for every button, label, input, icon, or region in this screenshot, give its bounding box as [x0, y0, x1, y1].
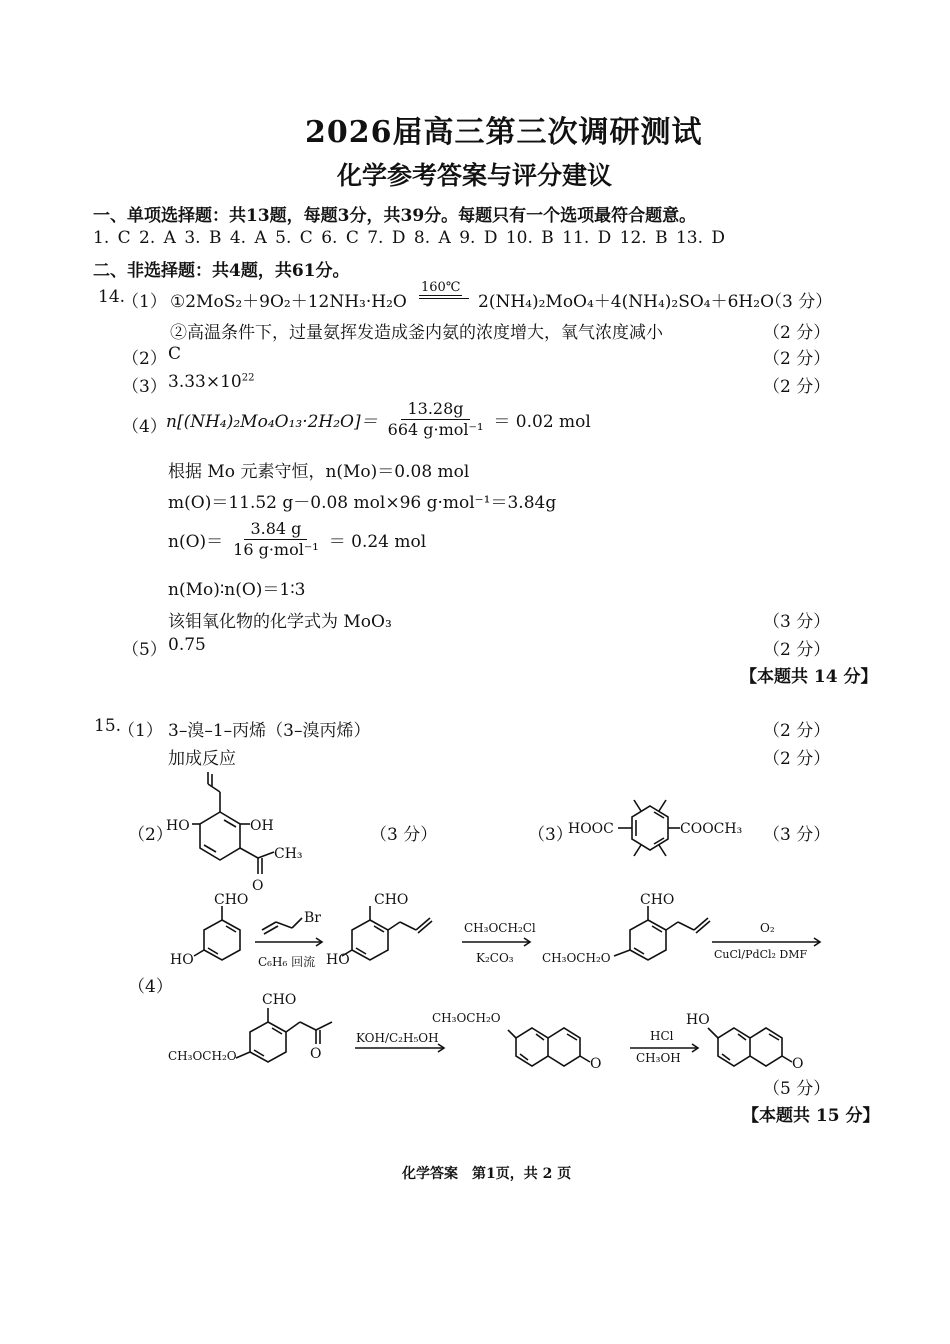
ho-label-3: HO — [686, 1012, 710, 1028]
q14-reaction-condition: 160℃ — [421, 280, 461, 295]
q15-total: 【本题共 15 分】 — [742, 1106, 880, 1126]
ho-label-2: HO — [326, 952, 350, 968]
q14-p5-label: （5） — [122, 640, 167, 660]
q15-4-arrow2 — [462, 938, 530, 946]
q15-3-structure — [618, 800, 680, 856]
o-label-ketone: O — [310, 1046, 322, 1062]
section1-heading: 一、单项选择题：共13题，每题3分，共39分。每题只有一个选项最符合题意。 — [93, 206, 697, 226]
q15-4-arrow4 — [355, 1044, 444, 1052]
q14-p4-score: （3 分） — [763, 612, 831, 632]
q15-2-o-label: O — [252, 878, 264, 894]
cho-label-1: CHO — [214, 892, 249, 908]
q14-p4-line5: n(Mo)∶n(O)＝1∶3 — [168, 580, 306, 600]
page-footer: 化学答案 第1页，共 2 页 — [402, 1166, 572, 1182]
q15-4-product — [708, 1028, 792, 1066]
q15-3-cooch3-label: COOCH₃ — [680, 821, 743, 837]
q15-4-start-material — [194, 906, 240, 960]
ch3och2o-label-1: CH₃OCH₂O — [542, 951, 611, 965]
ch3och2o-label-2: CH₃OCH₂O — [168, 1049, 237, 1063]
page-title: 2026届高三第三次调研测试 — [305, 115, 703, 150]
q14-p5-text: 0.75 — [168, 635, 206, 655]
q15-p2-score: （3 分） — [370, 825, 438, 845]
q14-p3-text: $3.33\times 10^{22}$ — [168, 372, 255, 392]
q15-2-ch3-label: CH₃ — [274, 846, 303, 862]
q15-4-intermediate2 — [614, 906, 710, 960]
q14-p1-score: （3 分） — [765, 292, 833, 312]
q14-p1b-score: （2 分） — [763, 323, 831, 343]
reagent-above-2: CH₃OCH₂Cl — [464, 921, 536, 935]
o-label-2: O — [590, 1056, 602, 1072]
q15-number: 15. — [94, 716, 122, 736]
q14-p4-line3: m(O)＝11.52 g－0.08 mol×96 g·mol⁻¹＝3.84g — [168, 493, 557, 513]
q15-p3-score: （3 分） — [763, 825, 831, 845]
ch3och2o-label-3: CH₃OCH₂O — [432, 1011, 501, 1025]
q14-p4-line2: 根据 Mo 元素守恒，n(Mo)＝0.08 mol — [168, 462, 470, 482]
q15-3-hooc-label: HOOC — [568, 821, 614, 837]
q14-p2-label: （2） — [122, 349, 167, 369]
q14-number: 14. — [98, 287, 126, 307]
page-subtitle: 化学参考答案与评分建议 — [337, 161, 613, 190]
q15-p1b-text: 加成反应 — [168, 749, 236, 769]
q15-2-oh-label: OH — [250, 818, 274, 834]
cho-label-2: CHO — [374, 892, 409, 908]
choice-answers: 1. C 2. A 3. B 4. A 5. C 6. C 7. D 8. A 9. D 10. B 11. D 12. B 13. D — [93, 228, 726, 248]
q15-4-intermediate4 — [508, 1028, 590, 1066]
q14-p2-text: C — [168, 344, 182, 364]
cho-label-3: CHO — [640, 892, 675, 908]
q15-p2-label: （2） — [128, 825, 173, 845]
q15-p1-text: 3–溴–1–丙烯（3–溴丙烯） — [168, 721, 371, 741]
q15-p3-label: （3） — [528, 825, 573, 845]
q14-p3-label: （3） — [122, 377, 167, 397]
q15-p1-label: （1） — [118, 721, 163, 741]
q15-4-arrow3 — [712, 938, 820, 946]
reagent-above-4: KOH/C₂H₅OH — [356, 1031, 439, 1045]
reagent-below-5: CH₃OH — [636, 1051, 681, 1065]
reagent-below-3: CuCl/PdCl₂ DMF — [714, 948, 808, 961]
q14-p1b-text: ②高温条件下，过量氨挥发造成釜内氨的浓度增大，氧气浓度减小 — [170, 323, 663, 343]
q15-2-ho-label: HO — [166, 818, 190, 834]
cho-label-4: CHO — [262, 992, 297, 1008]
q14-p1-eq-right: 2(NH₄)₂MoO₄＋4(NH₄)₂SO₄＋6H₂O — [478, 292, 775, 312]
q15-p4-label: （4） — [128, 977, 173, 997]
ho-label-1: HO — [170, 952, 194, 968]
q15-4-intermediate1 — [342, 906, 432, 960]
o-label-3: O — [792, 1056, 804, 1072]
q14-p3-score: （2 分） — [763, 377, 831, 397]
q14-p4-label: （4） — [122, 417, 167, 437]
q14-total: 【本题共 14 分】 — [740, 667, 878, 687]
q14-p2-score: （2 分） — [763, 349, 831, 369]
q14-p4-line4: n(O)＝ $\frac{3.84 g}{\text{16 g·mol⁻¹}}$ ＝ 0.24 mol — [168, 519, 427, 559]
q15-p1b-score: （2 分） — [763, 749, 831, 769]
section2-heading: 二、非选择题：共4题，共61分。 — [93, 261, 350, 281]
reagent-above-5: HCl — [650, 1029, 674, 1043]
reagent-below-2: K₂CO₃ — [476, 951, 514, 965]
reagent-above-3: O₂ — [760, 921, 775, 935]
q15-p1-score: （2 分） — [763, 721, 831, 741]
q15-p4-score: （5 分） — [763, 1079, 831, 1099]
q14-p1-eq-left: ①2MoS₂＋9O₂＋12NH₃·H₂O — [170, 292, 407, 312]
reagent-below-1: C₆H₆ 回流 — [258, 955, 316, 969]
br-label: Br — [304, 910, 321, 926]
q14-p1-label: （1） — [122, 292, 167, 312]
q14-p5-score: （2 分） — [763, 640, 831, 660]
q14-p4-line1: n[(NH₄)₂Mo₄O₁₃·2H₂O]＝ $\frac{13.28g}{\text{664 g·mol⁻¹}}$ ＝ 0.02 mol — [166, 399, 591, 439]
q14-p4-line6: 该钼氧化物的化学式为 MoO₃ — [168, 612, 392, 632]
